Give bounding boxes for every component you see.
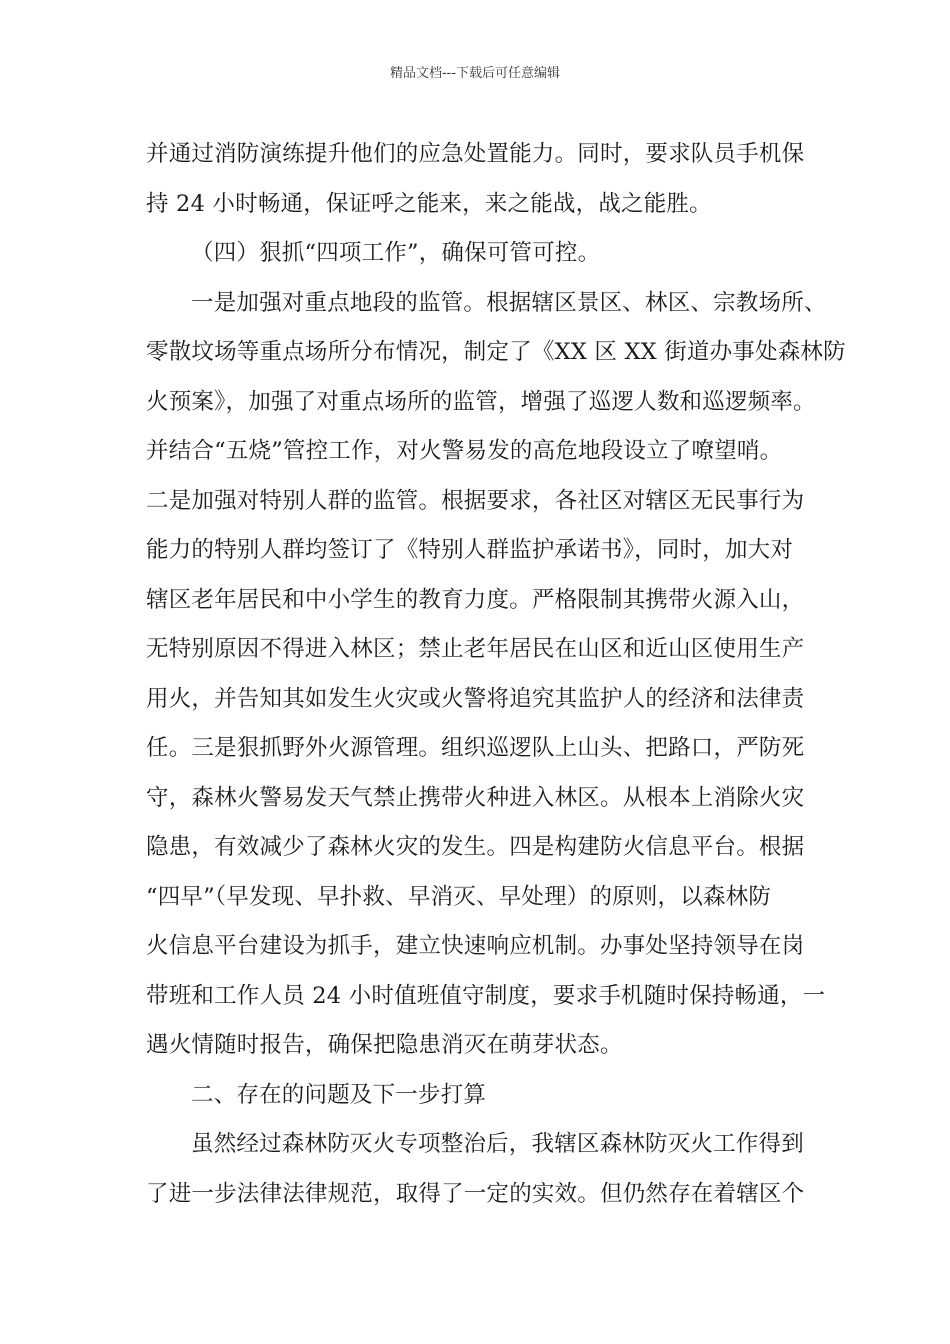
- text-line-17: 火信息平台建设为抓手，建立快速响应机制。办事处坚持领导在岗: [146, 933, 805, 959]
- text-line-5: 零散坟场等重点场所分布情况，制定了《XX 区 XX 街道办事处森林防: [146, 339, 846, 365]
- section-heading-4: （四）狠抓“四项工作”，确保可管可控。: [191, 240, 601, 266]
- document-body: [146, 130, 846, 1219]
- text-line-18: 带班和工作人员 24 小时值班值守制度，要求手机随时保持畅通，一: [146, 982, 826, 1009]
- text-line-11: 无特别原因不得进入林区；禁止老年居民在山区和近山区使用生产: [146, 636, 805, 662]
- text-line-16: “四早”（早发现、早扑救、早消灭、早处理）的原则，以森林防: [146, 883, 772, 910]
- text-line-13: 任。三是狠抓野外火源管理。组织巡逻队上山头、把路口，严防死: [146, 735, 805, 761]
- section-heading-2: 二、存在的问题及下一步打算: [191, 1081, 487, 1108]
- text-line-9: 能力的特别人群均签订了《特别人群监护承诺书》，同时，加大对: [146, 537, 794, 563]
- text-line-14: 守，森林火警易发天气禁止携带火种进入林区。从根本上消除火灾: [146, 784, 805, 811]
- page-header: 精品文档---下载后可任意编辑: [389, 66, 561, 81]
- text-line-2: 持 24 小时畅通，保证呼之能来，来之能战，战之能胜。: [146, 190, 712, 217]
- text-line-15: 隐患，有效减少了森林火灾的发生。四是构建防火信息平台。根据: [146, 834, 805, 860]
- text-line-21: 虽然经过森林防灭火专项整治后，我辖区森林防灭火工作得到: [191, 1131, 804, 1157]
- text-line-7: 并结合“五烧”管控工作，对火警易发的高危地段设立了嘹望哨。: [146, 438, 783, 464]
- text-line-6: 火预案》，加强了对重点场所的监管，增强了巡逻人数和巡逻频率。: [146, 388, 816, 415]
- text-line-8: 二是加强对特别人群的监管。根据要求，各社区对辖区无民事行为: [146, 487, 805, 514]
- text-line-22: 了进一步法律法律规范，取得了一定的实效。但仍然存在着辖区个: [146, 1180, 805, 1207]
- text-line-1: 并通过消防演练提升他们的应急处置能力。同时，要求队员手机保: [146, 141, 805, 167]
- text-line-4: 一是加强对重点地段的监管。根据辖区景区、林区、宗教场所、: [191, 289, 827, 316]
- text-line-12: 用火，并告知其如发生火灾或火警将追究其监护人的经济和法律责: [146, 685, 805, 712]
- text-line-10: 辖区老年居民和中小学生的教育力度。严格限制其携带火源入山，: [146, 586, 805, 613]
- text-line-19: 遇火情随时报告，确保把隐患消灭在萌芽状态。: [146, 1032, 623, 1058]
